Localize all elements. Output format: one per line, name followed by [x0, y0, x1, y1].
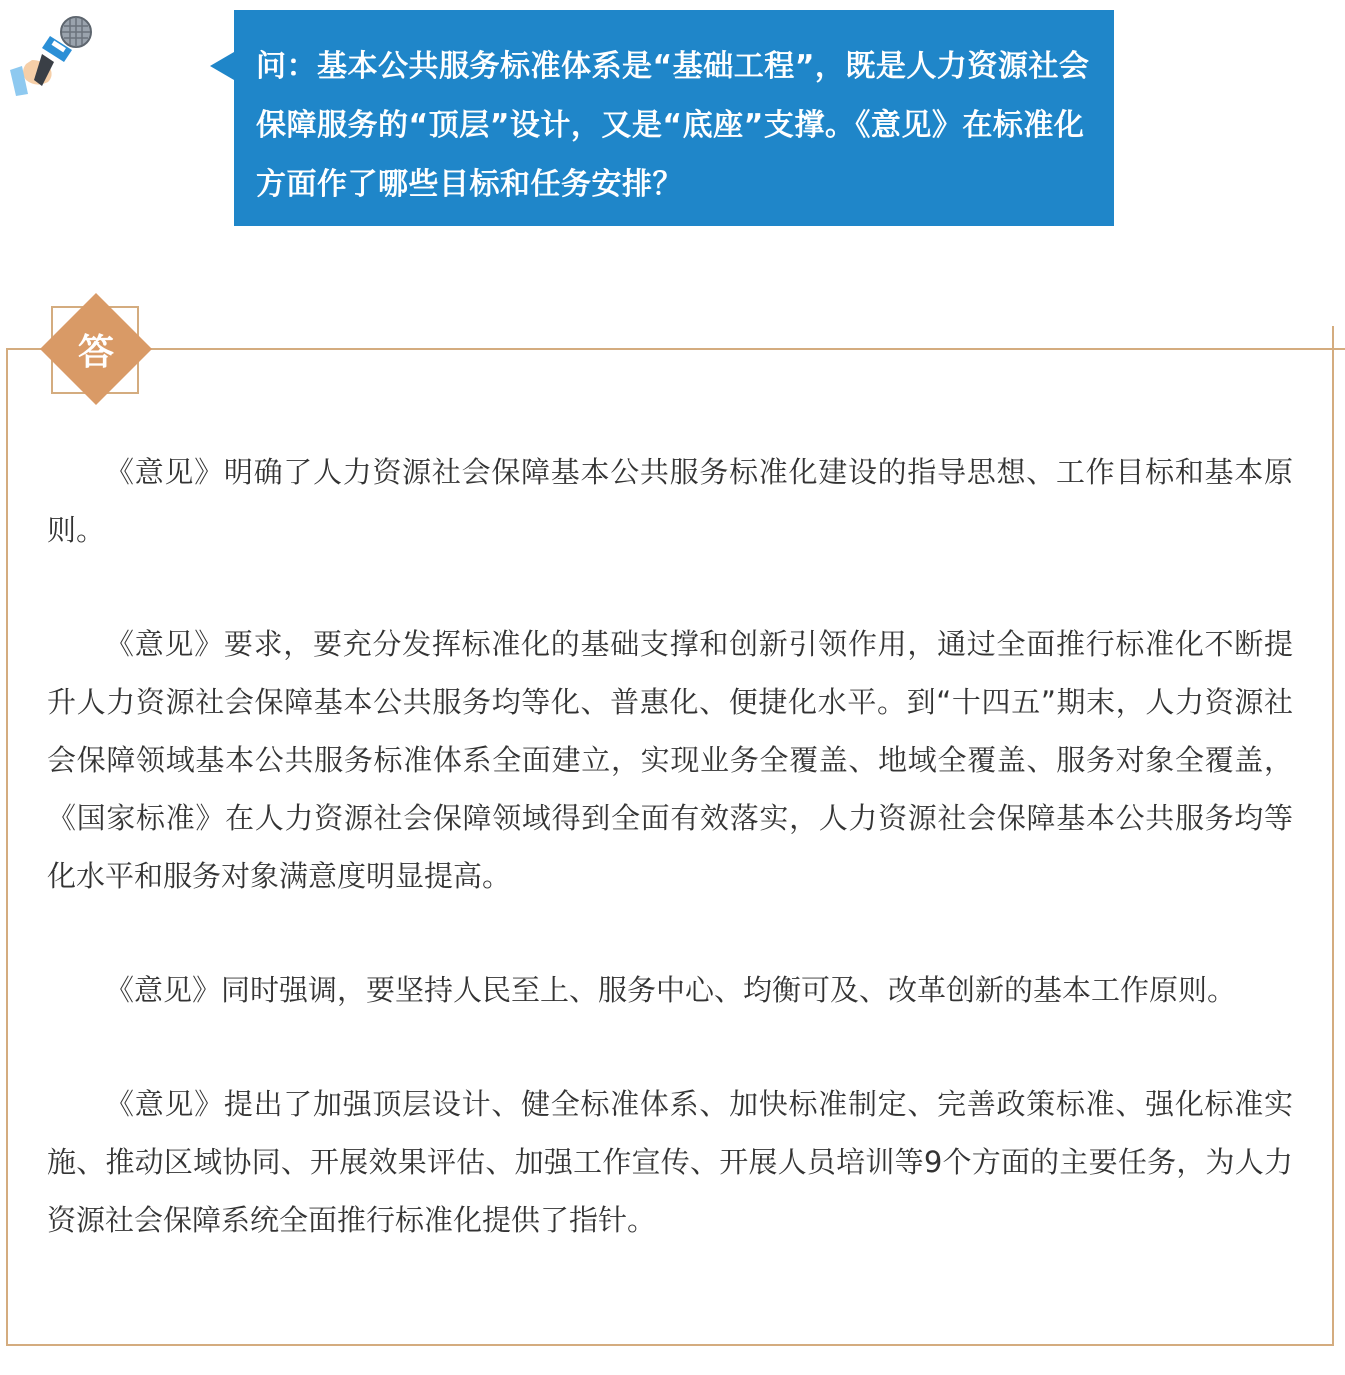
microphone-icon: [6, 14, 98, 100]
answer-badge-label: 答: [77, 331, 114, 373]
answer-paragraph: 《意见》提出了加强顶层设计、健全标准体系、加快标准制定、完善政策标准、强化标准实施、推动区域协同、开展效果评估、加强工作宣传、开展人员培训等9个方面的主要任务，为人力资源社会保障系统全面推行标准化提供了指针。: [47, 1087, 1293, 1237]
frame-corner-mark-horizontal: [1334, 348, 1345, 350]
answer-paragraph: 《意见》要求，要充分发挥标准化的基础支撑和创新引领作用，通过全面推行标准化不断提升人力资源社会保障基本公共服务均等化、普惠化、便捷化水平。到“十四五”期末，人力资源社会保障领域基本公共服务标准体系全面建立，实现业务全覆盖、地域全覆盖、服务对象全覆盖，《国家标准》在人力资源社会保障领域得到全面有效落实，人力资源社会保障基本公共服务均等化水平和服务对象满意度明显提高。: [47, 627, 1293, 893]
question-text: 问：基本公共服务标准体系是“基础工程”，既是人力资源社会保障服务的“顶层”设计，又是“底座”支撑。《意见》在标准化方面作了哪些目标和任务安排？: [256, 49, 1090, 202]
question-box: [234, 10, 1114, 226]
answer-paragraph: 《意见》同时强调，要坚持人民至上、服务中心、均衡可及、改革创新的基本工作原则。: [105, 973, 1237, 1007]
frame-corner-mark: [1332, 326, 1334, 350]
answer-paragraph: 《意见》明确了人力资源社会保障基本公共服务标准化建设的指导思想、工作目标和基本原则。: [47, 455, 1293, 547]
answer-body: [47, 443, 1293, 1305]
